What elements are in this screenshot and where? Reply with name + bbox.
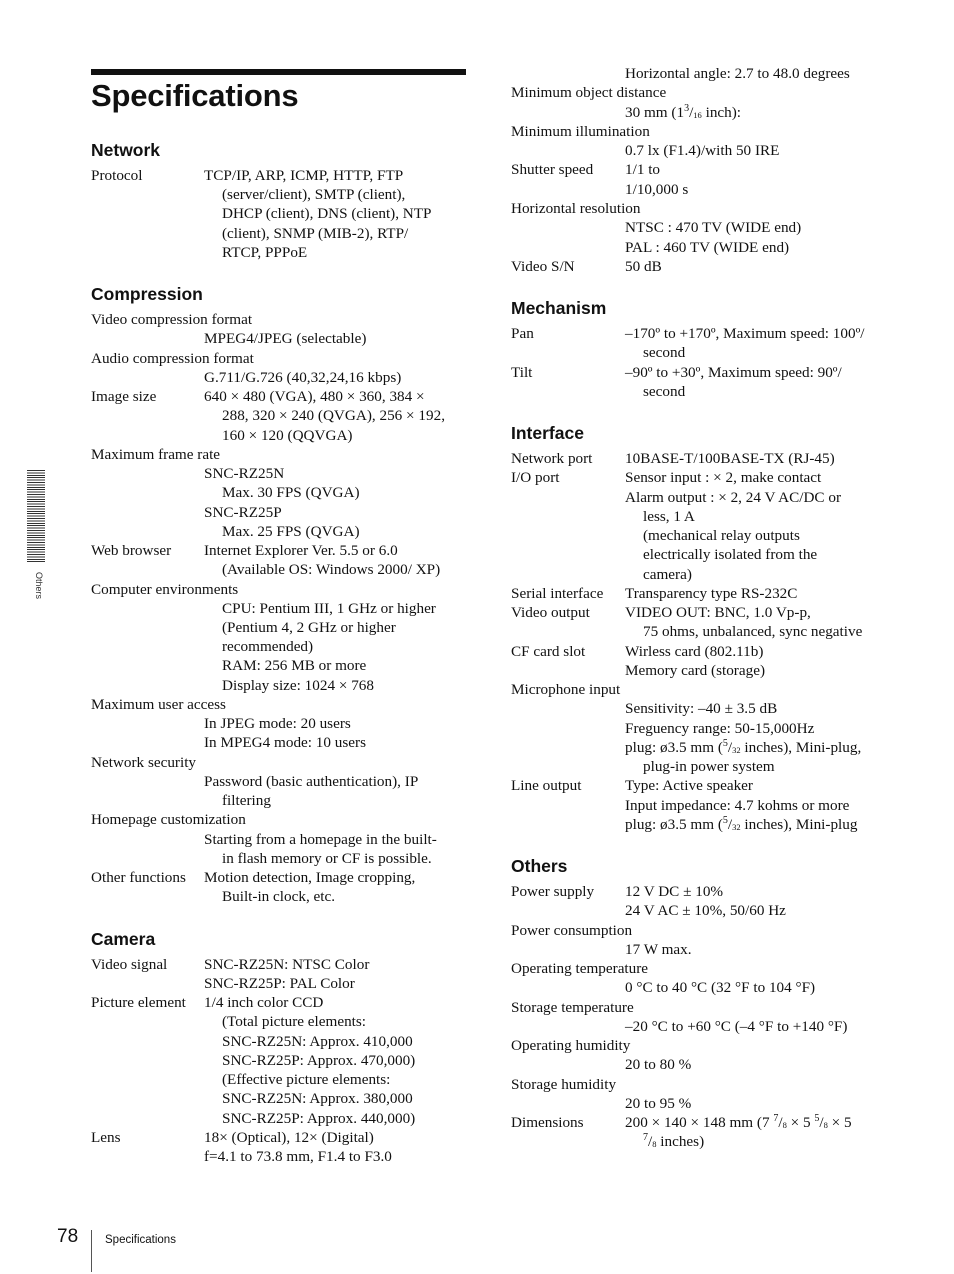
text: inch): — [701, 104, 742, 121]
value-line: Motion detection, Image cropping, — [204, 869, 416, 886]
label-storage-temperature: Storage temperature — [511, 999, 634, 1016]
heading-others: Others — [511, 856, 568, 876]
label-web-browser: Web browser — [91, 542, 172, 559]
page-number: 78 — [57, 1226, 79, 1247]
value-line: 640 × 480 (VGA), 480 × 360, 384 × — [204, 388, 425, 405]
label-homepage-customization: Homepage customization — [91, 811, 246, 828]
value-line: MPEG4/JPEG (selectable) — [204, 330, 367, 347]
footer-label: Specifications — [105, 1234, 176, 1246]
value-line: f=4.1 to 73.8 mm, F1.4 to F3.0 — [204, 1148, 392, 1165]
text: × 5 — [827, 1114, 852, 1131]
value-line: SNC-RZ25N — [204, 465, 285, 482]
value-line: (Available OS: Windows 2000/ XP) — [222, 561, 441, 578]
value-line: 50 dB — [625, 258, 662, 275]
value-line: plug-in power system — [643, 758, 775, 775]
label-other-functions: Other functions — [91, 869, 186, 886]
text: plug: ø3.5 mm ( — [625, 816, 723, 833]
value-line: 160 × 120 (QQVGA) — [222, 427, 353, 444]
label-line-output: Line output — [511, 777, 582, 794]
heading-network: Network — [91, 140, 161, 160]
value-line: filtering — [222, 792, 271, 809]
value-line: 24 V AC ± 10%, 50/60 Hz — [625, 902, 786, 919]
label-operating-humidity: Operating humidity — [511, 1037, 631, 1054]
heading-mechanism: Mechanism — [511, 298, 607, 318]
value-line: Sensitivity: –40 ± 3.5 dB — [625, 700, 778, 717]
value-line: less, 1 A — [643, 508, 695, 525]
fraction-numerator: 5 — [722, 815, 728, 826]
value-line: SNC-RZ25P — [204, 504, 282, 521]
value-line: camera) — [643, 566, 692, 583]
section-thumb-tab — [27, 470, 45, 562]
value-line: RAM: 256 MB or more — [222, 657, 367, 674]
label-min-object-distance: Minimum object distance — [511, 84, 667, 101]
label-computer-environments: Computer environments — [91, 581, 239, 598]
value-line: (Pentium 4, 2 GHz or higher — [222, 619, 396, 636]
page-title: Specifications — [91, 78, 299, 113]
label-io-port: I/O port — [511, 469, 560, 486]
value-line: (server/client), SMTP (client), — [222, 186, 406, 203]
value-line: In MPEG4 mode: 10 users — [204, 734, 366, 751]
label-video-signal: Video signal — [91, 956, 168, 973]
value-line: In JPEG mode: 20 users — [204, 715, 351, 732]
label-protocol: Protocol — [91, 167, 143, 184]
value-line: VIDEO OUT: BNC, 1.0 Vp-p, — [625, 604, 811, 621]
value-line: SNC-RZ25N: Approx. 410,000 — [222, 1033, 413, 1050]
value-line: Built-in clock, etc. — [222, 888, 336, 905]
fraction-denominator: 8 — [652, 1139, 657, 1149]
heading-interface: Interface — [511, 423, 584, 443]
value-line: SNC-RZ25P: Approx. 440,000) — [222, 1110, 416, 1127]
label-shutter-speed: Shutter speed — [511, 161, 594, 178]
fraction-numerator: 3 — [684, 103, 690, 114]
value-line: Display size: 1024 × 768 — [222, 677, 374, 694]
label-max-frame-rate: Maximum frame rate — [91, 446, 221, 463]
title-rule — [91, 69, 466, 75]
value-line: –90º to +30º, Maximum speed: 90º/ — [625, 364, 842, 381]
value-line: 1/10,000 s — [625, 181, 689, 198]
label-power-consumption: Power consumption — [511, 922, 633, 939]
value-dimensions: 200 × 140 × 148 mm (7 $^7/_8 \times 5$ $^5/_8 \times 5$ — [625, 1113, 852, 1131]
value-line: Sensor input : × 2, make contact — [625, 469, 822, 486]
label-network-port: Network port — [511, 450, 593, 467]
label-pan: Pan — [511, 325, 534, 342]
label-operating-temperature: Operating temperature — [511, 960, 649, 977]
heading-compression: Compression — [91, 284, 203, 304]
label-serial-interface: Serial interface — [511, 585, 604, 602]
fraction-numerator: 7 — [773, 1113, 779, 1124]
value-line: (Effective picture elements: — [222, 1071, 391, 1088]
text: 30 mm (1 — [625, 104, 685, 121]
text: inches), Mini-plug, — [740, 739, 862, 756]
label-picture-element: Picture element — [91, 994, 186, 1011]
footer-rule — [91, 1230, 92, 1272]
label-video-compression: Video compression format — [91, 311, 253, 328]
value-line: second — [643, 383, 686, 400]
label-power-supply: Power supply — [511, 883, 595, 900]
value-line: 20 to 80 % — [625, 1056, 692, 1073]
value-line: Wirless card (802.11b) — [625, 643, 764, 660]
text: inches), Mini-plug — [740, 816, 858, 833]
value-line: 0 °C to 40 °C (32 °F to 104 °F) — [625, 979, 816, 996]
value-line: 10BASE-T/100BASE-TX (RJ-45) — [625, 450, 835, 467]
text: × 5 — [786, 1114, 815, 1131]
value-line: NTSC : 470 TV (WIDE end) — [625, 219, 802, 236]
value-line: TCP/IP, ARP, ICMP, HTTP, FTP — [204, 167, 404, 184]
value-line: (mechanical relay outputs — [643, 527, 800, 544]
value-line: 1/1 to — [625, 161, 661, 178]
fraction-denominator: 8 — [782, 1120, 787, 1130]
fraction-numerator: 5 — [722, 738, 728, 749]
section-thumb-label: Others — [34, 572, 44, 600]
label-horizontal-resolution: Horizontal resolution — [511, 200, 641, 217]
value-min-object-distance: 30 mm ($1^3/_{16}$ inch): — [625, 103, 742, 121]
label-max-user-access: Maximum user access — [91, 696, 226, 713]
fraction-denominator: 8 — [823, 1120, 828, 1130]
label-min-illumination: Minimum illumination — [511, 123, 650, 140]
value-line: 1/4 inch color CCD — [204, 994, 324, 1011]
value-mic-plug: plug: ø3.5 mm ($^5/_{32}$ inches), Mini-plug, — [625, 738, 862, 756]
value-line: Starting from a homepage in the built- — [204, 831, 437, 848]
value-line: electrically isolated from the — [643, 546, 818, 563]
value-line: Memory card (storage) — [625, 662, 766, 679]
heading-camera: Camera — [91, 929, 156, 949]
label-microphone-input: Microphone input — [511, 681, 621, 698]
label-lens: Lens — [91, 1129, 121, 1146]
value-line: Input impedance: 4.7 kohms or more — [625, 797, 850, 814]
value-line: (client), SNMP (MIB-2), RTP/ — [222, 225, 409, 242]
value-dimensions-cont: $^7/_8$ inches) — [643, 1132, 705, 1150]
value-line: G.711/G.726 (40,32,24,16 kbps) — [204, 369, 402, 386]
label-storage-humidity: Storage humidity — [511, 1076, 617, 1093]
label-image-size: Image size — [91, 388, 157, 405]
value-line: Alarm output : × 2, 24 V AC/DC or — [625, 489, 841, 506]
text: inches) — [656, 1133, 705, 1150]
value-line: Transparency type RS-232C — [625, 585, 798, 602]
value-line: SNC-RZ25P: PAL Color — [204, 975, 355, 992]
label-dimensions: Dimensions — [511, 1114, 584, 1131]
value-line: 75 ohms, unbalanced, sync negative — [643, 623, 863, 640]
label-audio-compression: Audio compression format — [91, 350, 254, 367]
value-line: recommended) — [222, 638, 314, 655]
value-line: PAL : 460 TV (WIDE end) — [625, 239, 790, 256]
text: 200 × 140 × 148 mm (7 — [625, 1114, 774, 1131]
value-line: 17 W max. — [625, 941, 692, 958]
value-line: DHCP (client), DNS (client), NTP — [222, 205, 432, 222]
value-line: second — [643, 344, 686, 361]
value-line: 20 to 95 % — [625, 1095, 692, 1112]
value-line: SNC-RZ25P: Approx. 470,000) — [222, 1052, 416, 1069]
value-line: 12 V DC ± 10% — [625, 883, 724, 900]
value-line: (Total picture elements: — [222, 1013, 367, 1030]
value-line: Password (basic authentication), IP — [204, 773, 419, 790]
value-line: –20 °C to +60 °C (–4 °F to +140 °F) — [625, 1018, 848, 1035]
value-line: –170º to +170º, Maximum speed: 100º/ — [625, 325, 865, 342]
value-line: Max. 25 FPS (QVGA) — [222, 523, 360, 540]
value-line-plug: plug: ø3.5 mm ($^5/_{32}$ inches), Mini-plug — [625, 815, 858, 833]
fraction-denominator: 32 — [732, 745, 741, 755]
value-line: 18× (Optical), 12× (Digital) — [204, 1129, 374, 1146]
value-line: in flash memory or CF is possible. — [222, 850, 432, 867]
value-line: Horizontal angle: 2.7 to 48.0 degrees — [625, 65, 850, 82]
label-cf-card-slot: CF card slot — [511, 643, 586, 660]
value-line: CPU: Pentium III, 1 GHz or higher — [222, 600, 436, 617]
fraction-denominator: 32 — [732, 822, 741, 832]
value-line: Internet Explorer Ver. 5.5 or 6.0 — [204, 542, 398, 559]
label-network-security: Network security — [91, 754, 197, 771]
value-line: Freguency range: 50-15,000Hz — [625, 720, 815, 737]
label-video-sn: Video S/N — [511, 258, 575, 275]
value-line: 0.7 lx (F1.4)/with 50 IRE — [625, 142, 780, 159]
text: plug: ø3.5 mm ( — [625, 739, 723, 756]
label-tilt: Tilt — [511, 364, 533, 381]
value-line: RTCP, PPPoE — [222, 244, 308, 261]
fraction-denominator: 16 — [693, 110, 702, 120]
value-line: SNC-RZ25N: Approx. 380,000 — [222, 1090, 413, 1107]
fraction-numerator: 7 — [643, 1132, 648, 1143]
fraction-numerator: 5 — [814, 1113, 820, 1124]
value-line: Type: Active speaker — [625, 777, 753, 794]
value-line: Max. 30 FPS (QVGA) — [222, 484, 360, 501]
value-line: 288, 320 × 240 (QVGA), 256 × 192, — [222, 407, 445, 424]
value-line: SNC-RZ25N: NTSC Color — [204, 956, 370, 973]
label-video-output: Video output — [511, 604, 590, 621]
